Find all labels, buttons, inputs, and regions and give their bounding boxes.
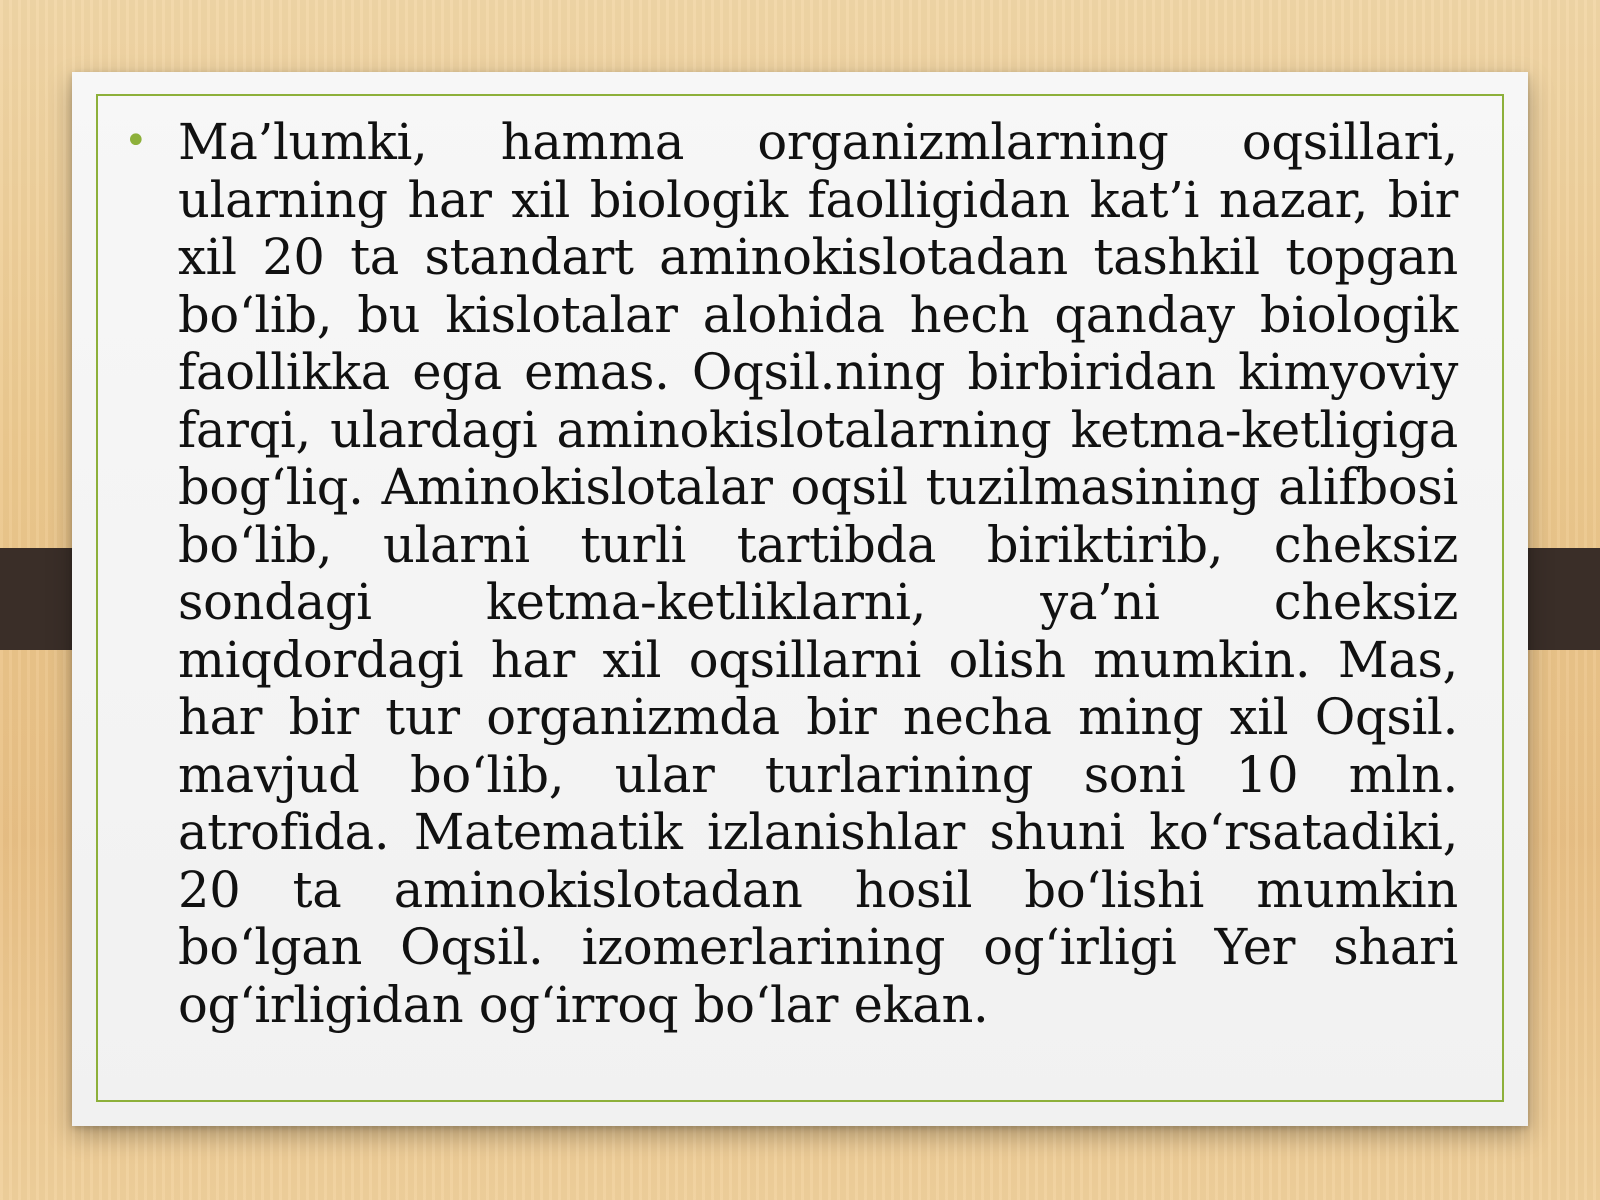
bullet-icon: •: [124, 118, 148, 164]
slide-body-text: Ma’lumki, hamma organizmlarning oqsillari, ularning har xil biologik faolligidan kat’i nazar, bir xil 20 ta standart aminokislotadan tashkil topgan bo‘lib, bu kislotalar alohida hech qanday biologik faollikka ega emas. Oqsil.ning birbiridan kimyoviy farqi, ulardagi aminokislotalarning ketma-ketligiga bog‘liq. Aminokislotalar oqsil tuzilmasining alifbosi bo‘lib, ularni turli tartibda biriktirib, cheksiz sondagi ketma-ketliklarni, ya’ni cheksiz miqdordagi har xil oqsillarni olish mumkin. Mas, har bir tur organizmda bir necha ming xil Oqsil. mavjud bo‘lib, ular turlarining soni 10 mln. atrofida. Matematik izlanishlar shuni ko‘rsatadiki, 20 ta aminokislotadan hosil bo‘lishi mumkin bo‘lgan Oqsil. izomerlarining og‘irligi Yer shari og‘irligidan og‘irroq bo‘lar ekan.: [178, 113, 1458, 1034]
slide-paper: [72, 72, 1528, 1126]
